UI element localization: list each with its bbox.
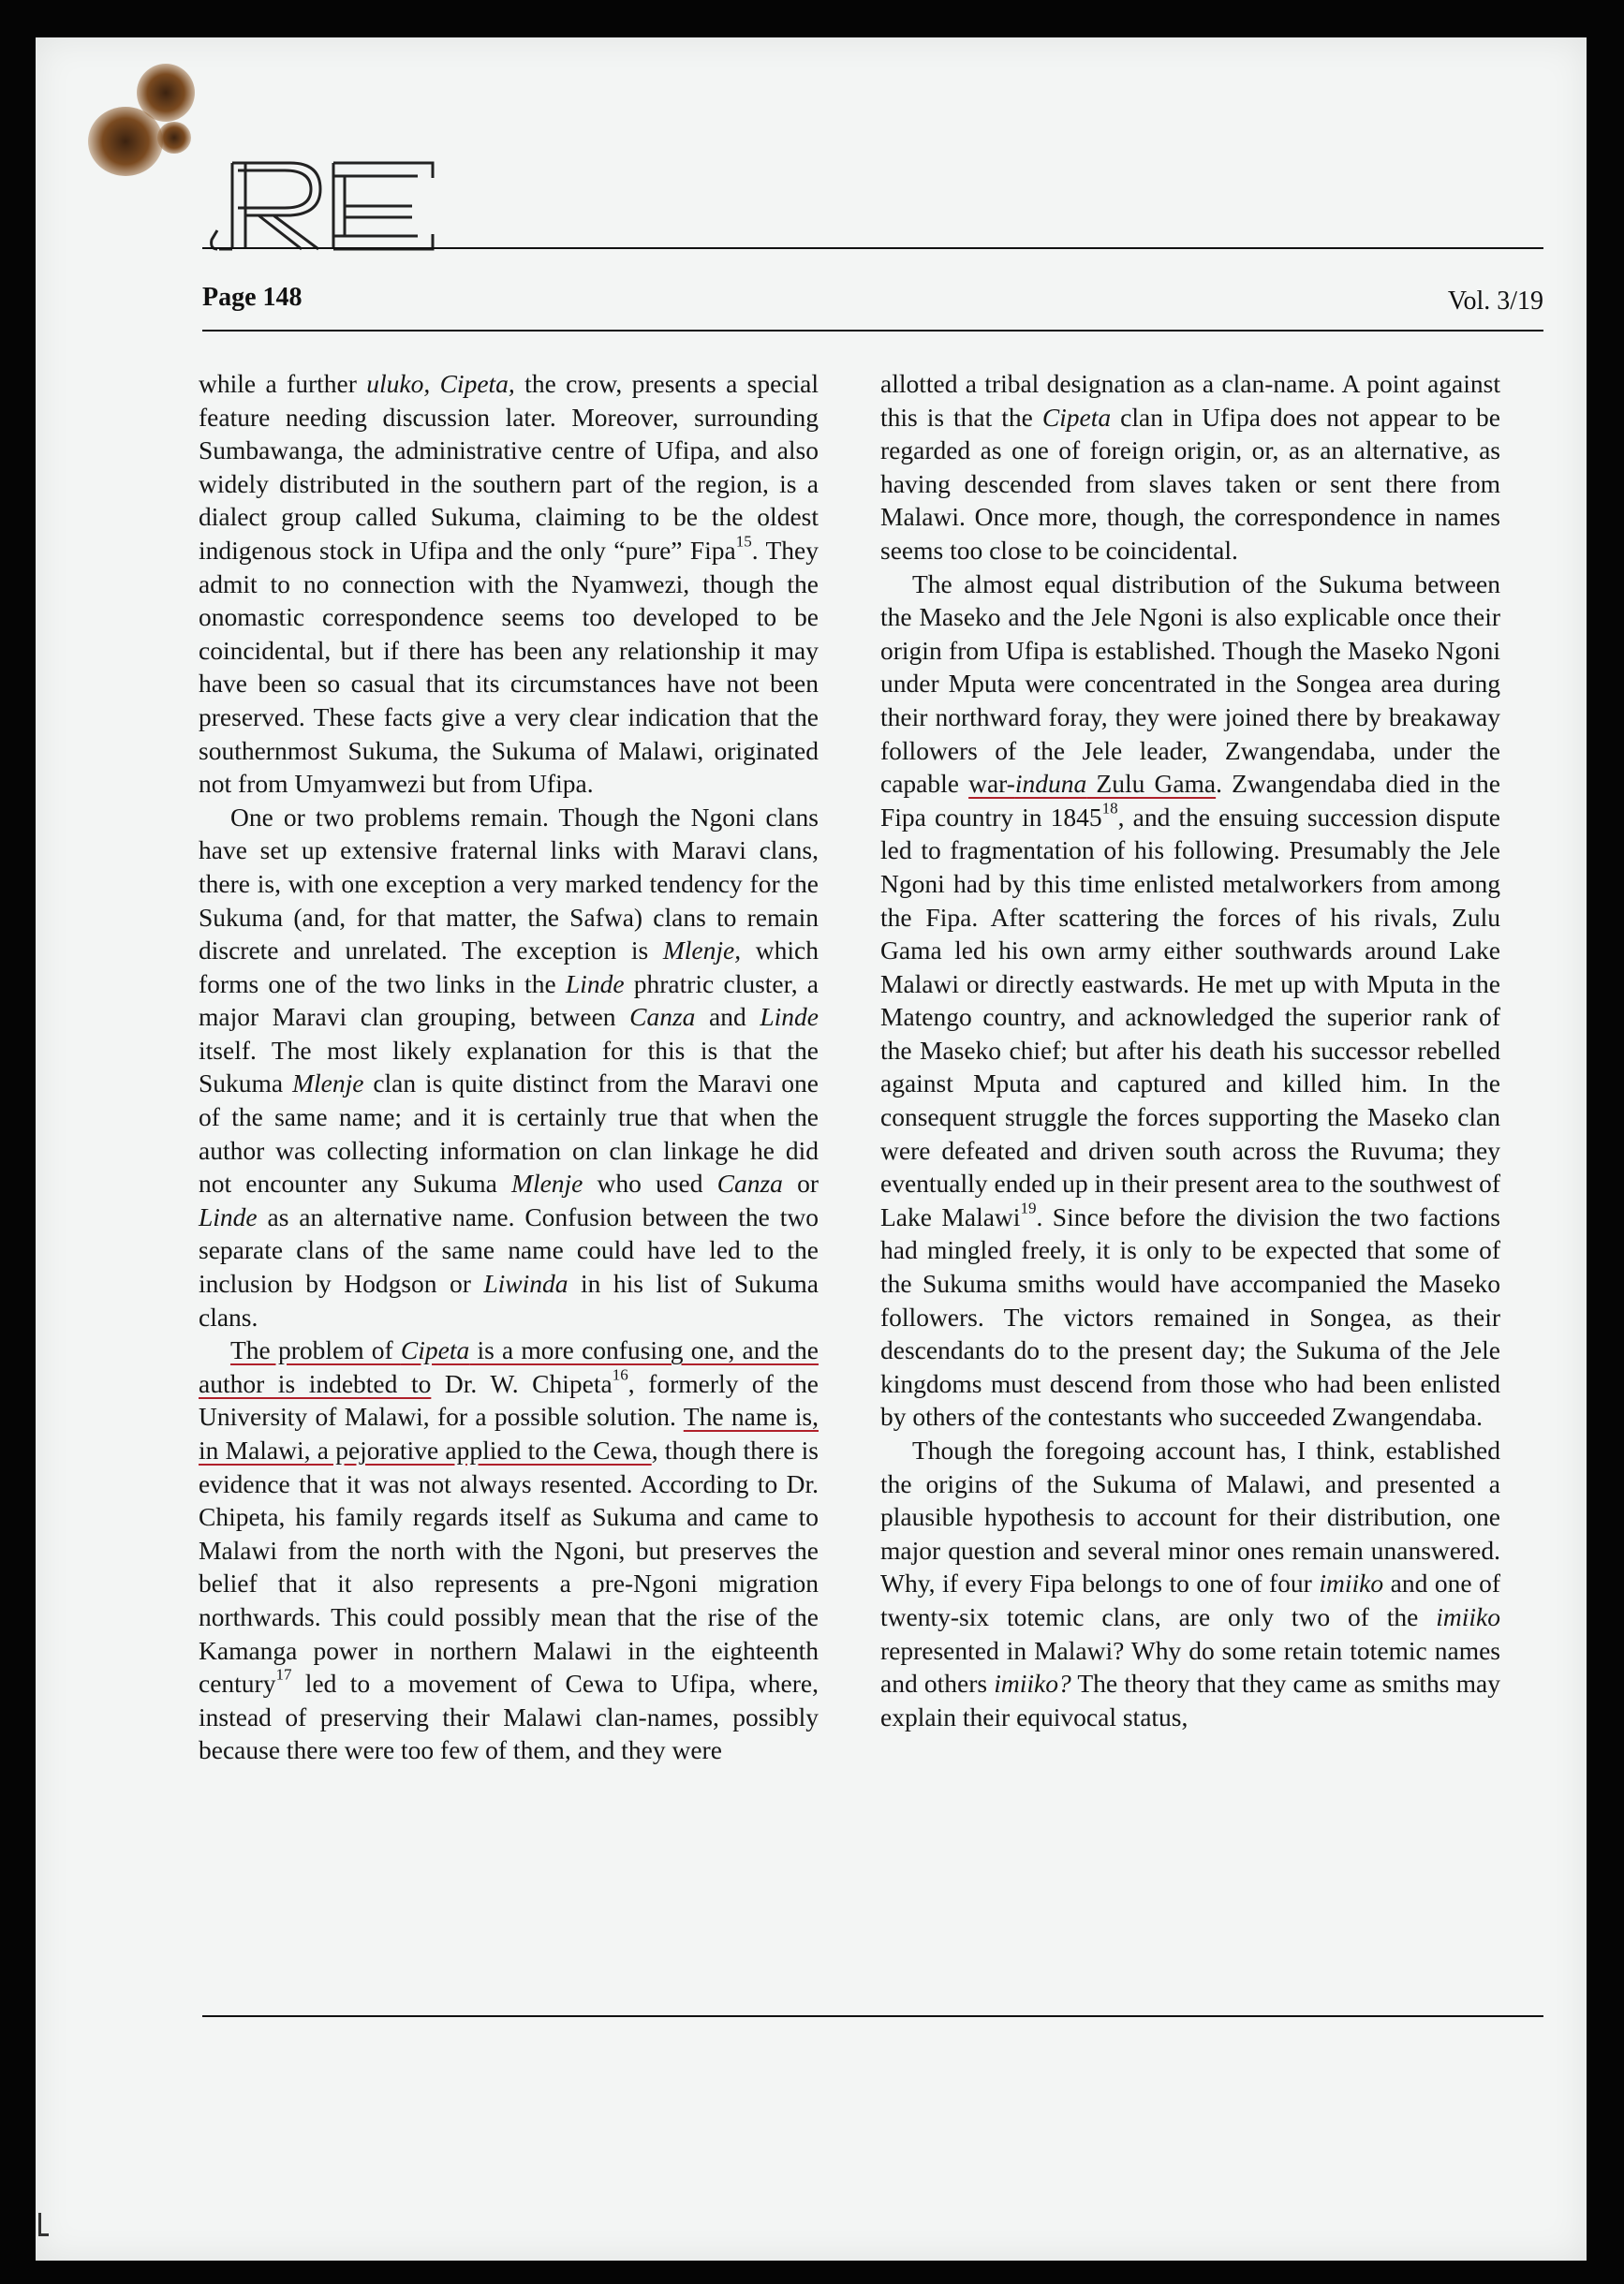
paragraph: Though the foregoing account has, I think, established the origins of the Sukuma of Malawi, and presented a plausible hypothesis to account for their distribution, one major question and several minor ones remain unanswered. Why, if every Fipa belongs to one of four imiiko and one of twenty-six totemic clans, are only two of the imiiko represented in Malawi? Why do some retain totemic names and others imiiko? The theory that they came as smiths may explain their equivocal status, (880, 1436, 1500, 1731)
scanned-page (36, 37, 1587, 2261)
annotated-text: Zulu Gama (1086, 769, 1217, 799)
rust-stain (88, 107, 163, 176)
footnote-ref: 15 (735, 532, 752, 551)
paragraph: The almost equal distribution of the Sukuma between the Maseko and the Jele Ngoni is also explicable once their origin from Ufipa is established. Though the Maseko Ngoni under Mputa were concentrated in the Songea area during their northward foray, they were joined there by breakaway followers of the Jele leader, Zwangendaba, under the capable war-induna Zulu Gama. Zwangendaba died in the Fipa country in 1845$^{18}$, and the ensuing succession dispute led to fragmentation of his following. Presumably the Jele Ngoni had by this time enlisted metalworkers from among the Fipa. After scattering the forces of his rivals, Zulu Gama led his own army either southwards around Lake Malawi or directly eastwards. He met up with Mputa in the Matengo country, and acknowledged the superior rank of the Maseko chief; but after his death his successor rebelled against Mputa and captured and killed him. In the consequent struggle the forces supporting the Maseko clan were defeated and driven south across the Ruvuma; they eventually ended up in their present area to the southwest of Lake Malawi$^{19}$. Since before the division the two factions had mingled freely, it is only to be expected that some of the Sukuma smiths would have accompanied the Maseko followers. The victors remained in Songea, as their descendants do to the present day; the Sukuma of the Jele kingdoms must descend from those who had been enlisted by others of the contestants who succeeded Zwangendaba. (880, 568, 1500, 1432)
annotated-text: is a more confusing one, and the author is indebted to (199, 1335, 819, 1398)
annotated-text: Cipeta (400, 1335, 470, 1365)
footnote-ref: 18 (1101, 799, 1118, 818)
annotated-text: war- (968, 769, 1015, 799)
annotated-text: induna (1014, 769, 1087, 799)
annotated-text: The problem of (230, 1335, 401, 1365)
volume-number: Vol. 3/19 (1447, 287, 1543, 316)
subheader-rule (202, 330, 1543, 332)
paragraph: while a further uluko, Cipeta, the crow, presents a special feature needing discussion later. Moreover, surrounding Sumbawanga, the administrative centre of Ufipa, and also widely distributed in the southern part of the region, is a dialect group called Sukuma, claiming to be the oldest indigenous stock in Ufipa and the only “pure” Fipa$^{15}$. They admit to no connection with the Nyamwezi, though the onomastic correspondence seems too developed to be coincidental, but if there has been any relationship it may have been so casual that its circumstances have not been preserved. These facts give a very clear indication that the southernmost Sukuma, the Sukuma of Malawi, originated not from Umyamwezi but from Ufipa. (199, 369, 819, 799)
journal-logo (204, 150, 448, 262)
left-column (199, 367, 819, 1767)
paragraph: allotted a tribal designation as a clan-name. A point against this is that the Cipeta clan in Ufipa does not appear to be regarded as one of foreign origin, or, as an alternative, as having descended from slaves taken or sent there from Malawi. Once more, though, the correspondence in names seems too close to be coincidental. (880, 369, 1500, 565)
footnote-ref: 17 (275, 1665, 292, 1684)
footnote-ref: 16 (612, 1365, 628, 1384)
footnote-ref: 19 (1020, 1199, 1037, 1217)
crop-mark (38, 2213, 49, 2236)
footer-rule (202, 2015, 1543, 2017)
rust-stain (157, 122, 191, 154)
header-rule (202, 247, 1543, 249)
right-column (880, 367, 1500, 1733)
page-number: Page 148 (202, 283, 303, 312)
paragraph: The problem of Cipeta is a more confusing one, and the author is indebted to Dr. W. Chipeta$^{16}$, formerly of the University of Malawi, for a possible solution. The name is, in Malawi, a pejorative applied to the Cewa, though there is evidence that it was not always resented. According to Dr. Chipeta, his family regards itself as Sukuma and came to Malawi from the north with the Ngoni, but preserves the belief that it also represents a pre-Ngoni migration northwards. This could possibly mean that the rise of the Kamanga power in northern Malawi in the eighteenth century$^{17}$ led to a movement of Cewa to Ufipa, where, instead of preserving their Malawi clan-names, possibly because there were too few of them, and they were (199, 1335, 819, 1765)
paragraph: One or two problems remain. Though the Ngoni clans have set up extensive fraternal links with Maravi clans, there is, with one exception a very marked tendency for the Sukuma (and, for that matter, the Safwa) clans to remain discrete and unrelated. The exception is Mlenje, which forms one of the two links in the Linde phratric cluster, a major Maravi clan grouping, between Canza and Linde itself. The most likely explanation for this is that the Sukuma Mlenje clan is quite distinct from the Maravi one of the same name; and it is certainly true that when the author was collecting information on clan linkage he did not encounter any Sukuma Mlenje who used Canza or Linde as an alternative name. Confusion between the two separate clans of the same name could have led to the inclusion by Hodgson or Liwinda in his list of Sukuma clans. (199, 802, 819, 1332)
annotated-text: The name is, in Malawi, a pejorative applied to the Cewa (199, 1402, 819, 1465)
